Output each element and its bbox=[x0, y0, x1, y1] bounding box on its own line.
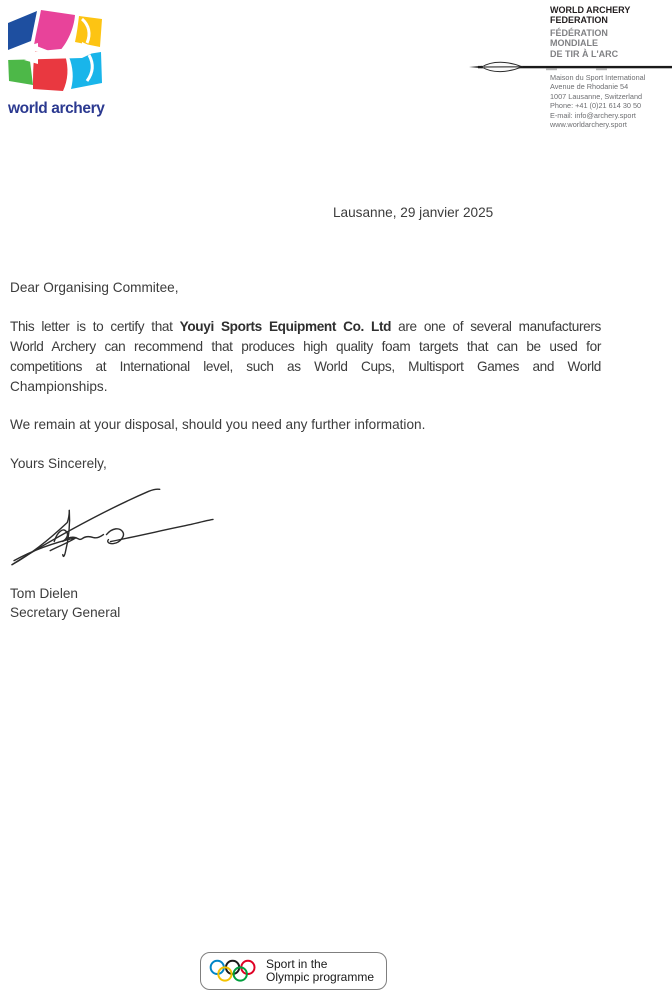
closing: Yours Sincerely, bbox=[10, 456, 107, 471]
badge-text-line1: Sport in the bbox=[266, 956, 328, 971]
paragraph-line bbox=[10, 317, 601, 337]
letter-paragraph bbox=[10, 317, 601, 397]
letter-body bbox=[10, 278, 601, 622]
address-line: Avenue de Rhodanie 54 bbox=[550, 82, 629, 92]
paragraph-2: We remain at your disposal, should you need any further information. bbox=[10, 417, 426, 432]
address-line-email: E-mail: info@archery.sport bbox=[550, 110, 636, 120]
address-line-website: www.worldarchery.sport bbox=[550, 120, 627, 130]
paragraph-line: competitions at International level, such as World Cups, Multisport Games and World bbox=[10, 359, 601, 374]
address-line: Phone: +41 (0)21 614 30 50 bbox=[550, 101, 642, 111]
address-line: 1007 Lausanne, Switzerland bbox=[550, 91, 643, 101]
dateline: Lausanne, 29 janvier 2025 bbox=[333, 205, 494, 220]
paragraph-text: are one of several manufacturers bbox=[391, 319, 601, 334]
world-archery-logo bbox=[8, 10, 104, 118]
signer-title: Secretary General bbox=[10, 605, 121, 620]
federation-name-block bbox=[550, 5, 630, 59]
signer-name: Tom Dielen bbox=[10, 586, 78, 601]
olympic-rings-icon bbox=[209, 958, 257, 985]
federation-en-line: FEDERATION bbox=[550, 15, 608, 26]
address-line: Maison du Sport International bbox=[550, 73, 646, 82]
paragraph-line: Championships. bbox=[10, 379, 108, 394]
paragraph-line: World Archery can recommend that produces high quality foam targets that can be used for bbox=[10, 339, 601, 354]
world-archery-logo-icon bbox=[8, 10, 103, 93]
badge-text-line2: Olympic programme bbox=[266, 970, 375, 984]
paragraph-text: This letter is to certify that bbox=[10, 319, 180, 334]
signature-icon bbox=[10, 484, 216, 570]
federation-fr-line: FÉDÉRATION bbox=[550, 27, 608, 38]
company-name-bold: Youyi Sports Equipment Co. Ltd bbox=[179, 319, 392, 334]
signature bbox=[10, 484, 216, 570]
olympic-badge bbox=[200, 952, 387, 990]
wordmark: world archery bbox=[8, 100, 105, 117]
address-block bbox=[550, 73, 645, 129]
federation-en-line: WORLD ARCHERY bbox=[550, 5, 631, 15]
federation-fr-line: MONDIALE bbox=[550, 38, 598, 49]
federation-fr-line: DE TIR À L'ARC bbox=[550, 48, 619, 59]
salutation: Dear Organising Commitee, bbox=[10, 280, 179, 295]
